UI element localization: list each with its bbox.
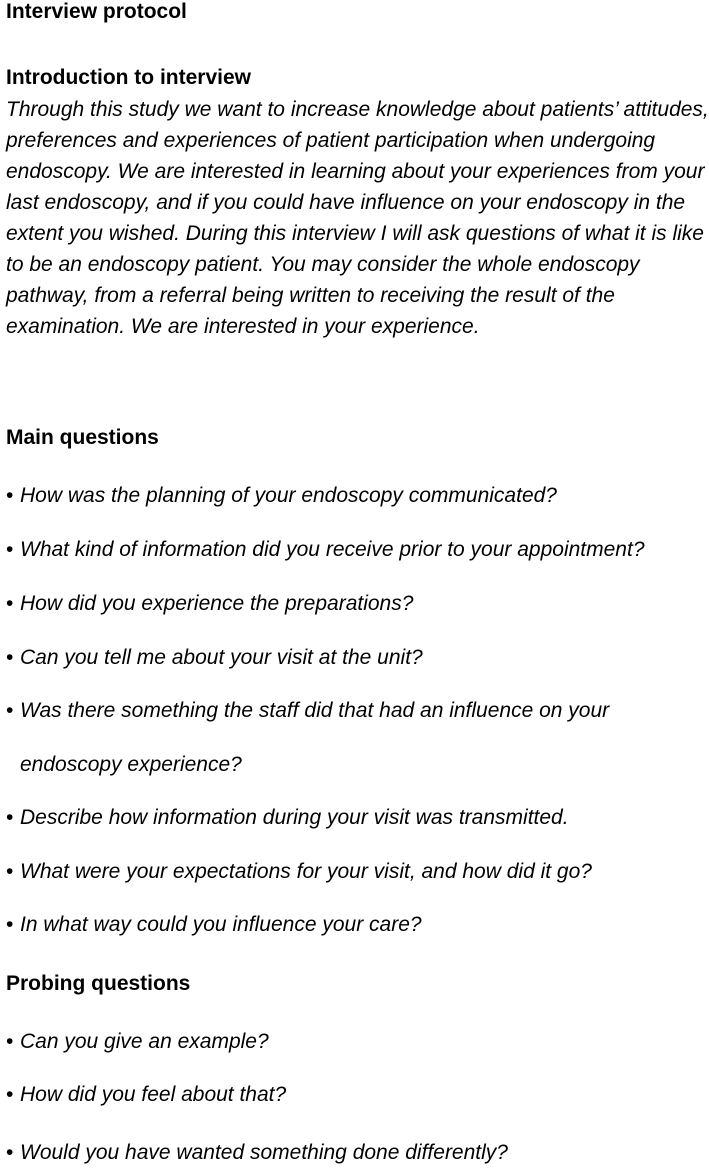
main-question-item: • How was the planning of your endoscopy communicated? — [6, 484, 557, 507]
introduction-heading: Introduction to interview — [6, 66, 251, 89]
main-question-item: • Can you tell me about your visit at the unit? — [6, 646, 423, 669]
main-question-item: • What were your expectations for your visit, and how did it go? — [6, 860, 592, 883]
page-title: Interview protocol — [6, 0, 187, 23]
bullet-icon: • — [6, 484, 14, 507]
probing-question-item: • How did you feel about that? — [6, 1083, 287, 1106]
main-question-item: • In what way could you influence your care? — [6, 913, 422, 936]
main-question-continuation: endoscopy experience? — [20, 753, 242, 776]
bullet-icon: • — [6, 538, 14, 561]
probing-question-item: • Can you give an example? — [6, 1030, 269, 1053]
main-questions-heading: Main questions — [6, 426, 159, 449]
main-question-item: • What kind of information did you receive prior to your appointment? — [6, 538, 645, 561]
main-question-item: • How did you experience the preparations? — [6, 592, 414, 615]
main-question-item: • Describe how information during your visit was transmitted. — [6, 806, 569, 829]
bullet-icon: • — [6, 1030, 14, 1053]
bullet-icon: • — [6, 806, 14, 829]
bullet-icon: • — [6, 646, 14, 669]
probing-question-item: • Would you have wanted something done differently? — [6, 1141, 508, 1164]
main-question-item: • Was there something the staff did that had an influence on your — [6, 699, 610, 722]
bullet-icon: • — [6, 699, 14, 722]
bullet-icon: • — [6, 592, 14, 615]
bullet-icon: • — [6, 1141, 14, 1164]
bullet-icon: • — [6, 860, 14, 883]
probing-questions-heading: Probing questions — [6, 972, 191, 995]
bullet-icon: • — [6, 913, 14, 936]
introduction-text: Through this study we want to increase knowledge about patients’ attitudes, preferences and experiences of patient participation when undergoing endoscopy. We are interested in learning about your experiences from your last endoscopy, and if you could have influence on your endoscopy in the extent you wished. During this interview I will ask questions of what it is like to be an endoscopy patient. You may consider the whole endoscopy pathway, from a referral being written to receiving the result of the examination. We are interested in your experience. — [6, 98, 709, 338]
bullet-icon: • — [6, 1083, 14, 1106]
